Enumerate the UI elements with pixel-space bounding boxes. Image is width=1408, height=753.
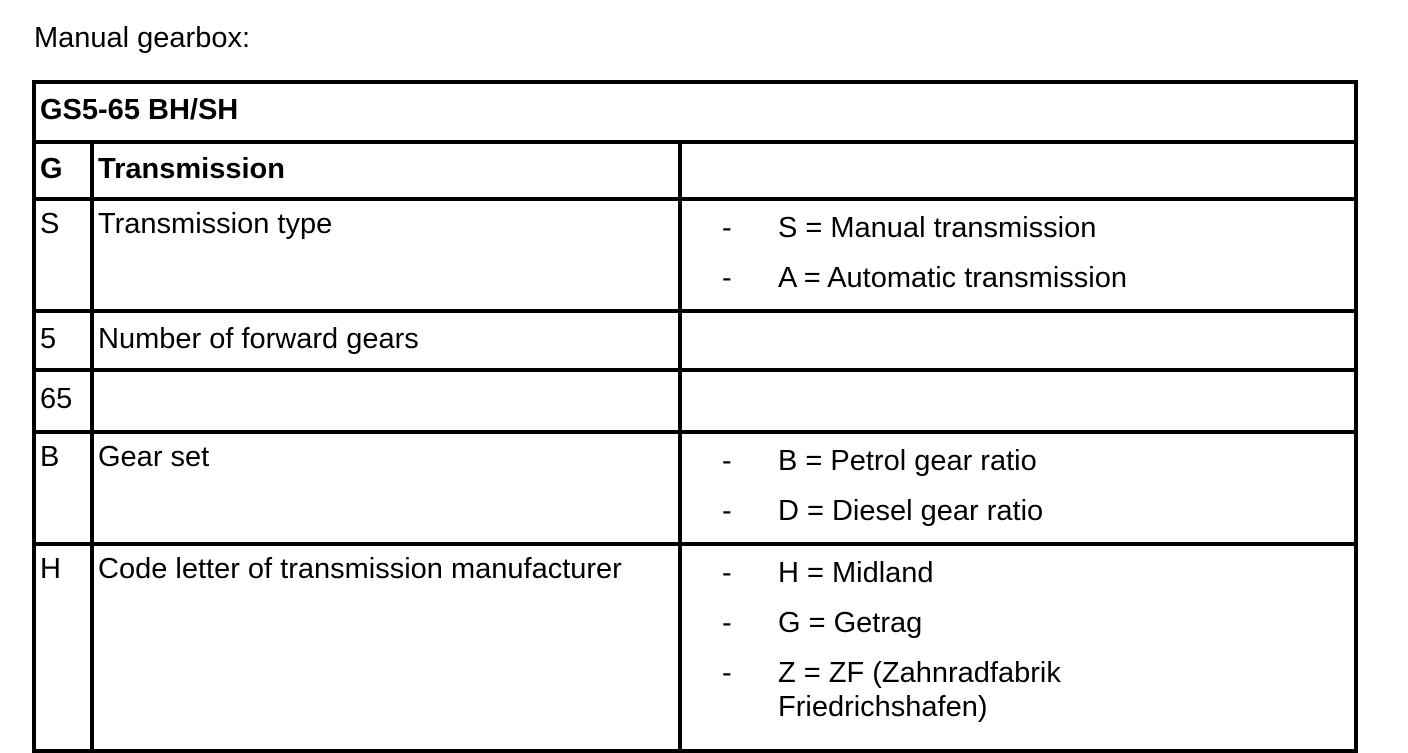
code-cell: 5: [34, 311, 92, 370]
label-cell: Transmission type: [92, 199, 680, 311]
option-text: Z = ZF (Zahnradfabrik Friedrichshafen): [778, 657, 1061, 723]
gearbox-code-table: [32, 80, 1358, 753]
option-list: [686, 444, 1350, 528]
option-text: S = Manual transmission: [778, 212, 1097, 244]
header-options-cell: [680, 142, 1356, 199]
label-cell: Number of forward gears: [92, 311, 680, 370]
label-cell: [92, 370, 680, 432]
table-row: [34, 432, 1356, 544]
label-cell: Gear set: [92, 432, 680, 544]
option-text: B = Petrol gear ratio: [778, 445, 1037, 477]
dash-bullet: -: [722, 557, 732, 589]
dash-bullet: -: [722, 657, 732, 689]
code-cell: H: [34, 544, 92, 751]
option-text: G = Getrag: [778, 607, 923, 639]
table-row: [34, 370, 1356, 432]
options-cell: [680, 432, 1356, 544]
code-cell: 65: [34, 370, 92, 432]
table-header-row: [34, 142, 1356, 199]
table-title: GS5-65 BH/SH: [34, 82, 1356, 142]
table-row: [34, 544, 1356, 751]
table-row: [34, 311, 1356, 370]
dash-bullet: -: [722, 212, 732, 244]
option-list: [686, 211, 1350, 295]
option-list: [686, 556, 1350, 724]
dash-bullet: -: [722, 445, 732, 477]
list-item: [686, 261, 1350, 295]
label-cell: Code letter of transmission manufacturer: [92, 544, 680, 751]
page-heading: Manual gearbox:: [34, 22, 251, 54]
header-label-cell: Transmission: [92, 142, 680, 199]
list-item: [686, 556, 1350, 590]
option-text: D = Diesel gear ratio: [778, 495, 1044, 527]
options-cell: [680, 311, 1356, 370]
list-item: [686, 211, 1350, 245]
dash-bullet: -: [722, 262, 732, 294]
table-title-row: [34, 82, 1356, 142]
dash-bullet: -: [722, 607, 732, 639]
header-code-cell: G: [34, 142, 92, 199]
dash-bullet: -: [722, 495, 732, 527]
options-cell: [680, 544, 1356, 751]
list-item: [686, 444, 1350, 478]
code-cell: S: [34, 199, 92, 311]
table-row: [34, 199, 1356, 311]
options-cell: [680, 199, 1356, 311]
list-item: [686, 656, 1350, 724]
code-cell: B: [34, 432, 92, 544]
option-text: A = Automatic transmission: [778, 262, 1127, 294]
list-item: [686, 494, 1350, 528]
option-text: H = Midland: [778, 557, 934, 589]
options-cell: [680, 370, 1356, 432]
list-item: [686, 606, 1350, 640]
